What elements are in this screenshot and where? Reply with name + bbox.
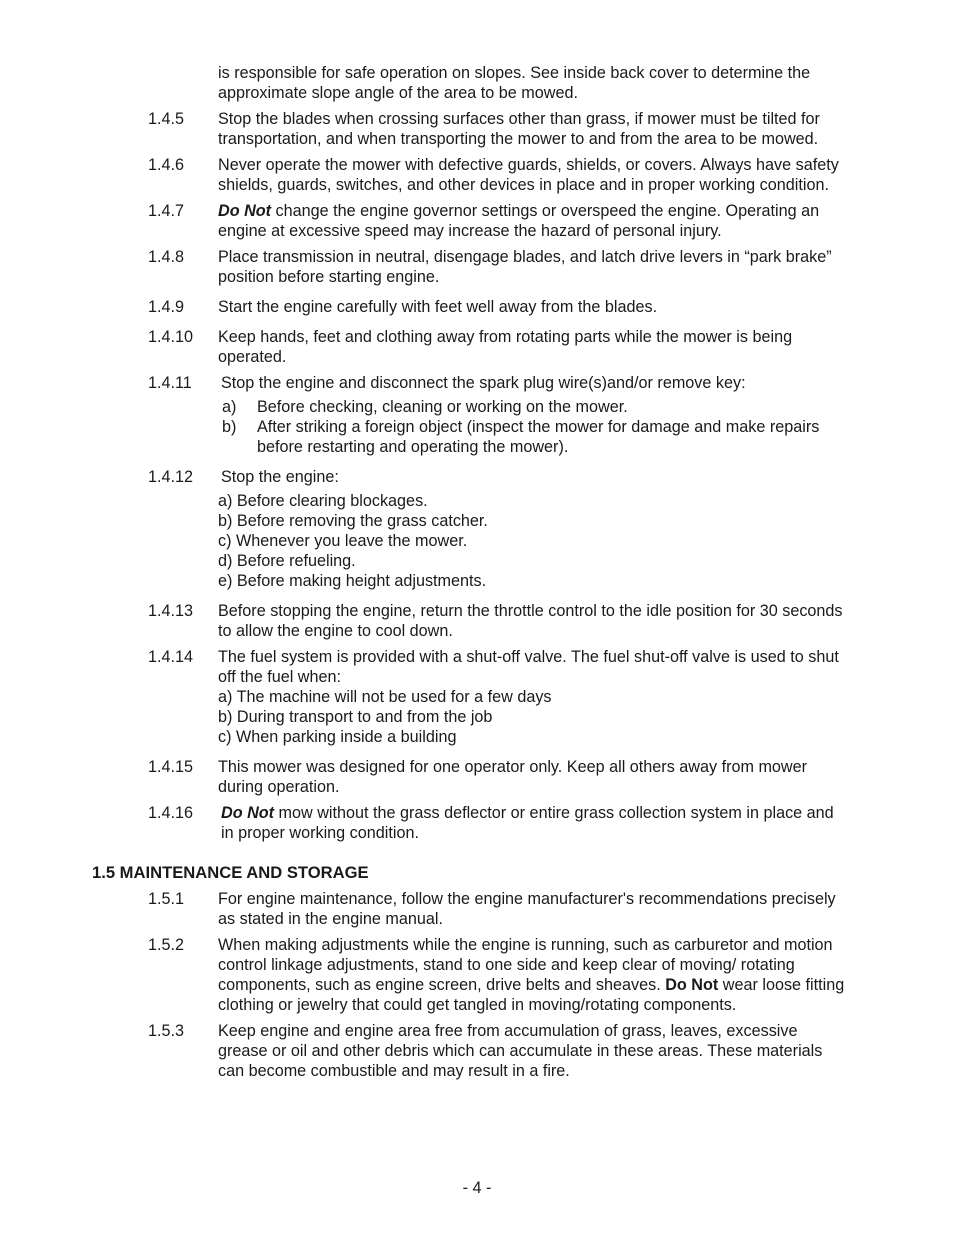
sub-list	[218, 687, 848, 747]
sub-item-text: a) Before clearing blockages.	[218, 492, 428, 510]
sub-list	[218, 491, 848, 591]
item-text	[221, 373, 846, 393]
sub-list-item	[218, 687, 848, 707]
list-item	[148, 1021, 848, 1081]
list-item	[148, 327, 848, 367]
item-text	[218, 601, 846, 641]
item-number: 1.4.12	[148, 468, 194, 486]
item-text	[218, 327, 846, 367]
sub-list	[218, 397, 848, 457]
list-item	[148, 757, 848, 797]
sub-item-text: e) Before making height adjustments.	[218, 572, 487, 590]
emphasis-text: Do Not	[665, 976, 719, 994]
text-segment: This mower was designed for one operator only. Keep all others away from mower during operation.	[218, 758, 808, 796]
list-item	[148, 247, 848, 287]
sub-item-text: d) Before refueling.	[218, 552, 356, 570]
item-number: 1.4.5	[148, 110, 185, 128]
sub-list-item	[218, 491, 848, 511]
intro-paragraph: is responsible for safe operation on slopes. See inside back cover to determine the approximate slope angle of the area to be mowed.	[218, 64, 811, 102]
item-text	[218, 1021, 846, 1081]
item-number: 1.5.3	[148, 1022, 185, 1040]
text-segment: mow without the grass deflector or entire grass collection system in place and in proper working condition.	[221, 804, 834, 842]
item-text	[218, 647, 846, 687]
text-segment: wear loose fitting clothing or jewelry that could get tangled in moving/rotating components.	[218, 976, 845, 1014]
text-segment: Never operate the mower with defective guards, shields, or covers. Always have safety shields, guards, switches, and other devices in place and in proper working condition.	[218, 156, 839, 194]
sub-item-text: a) The machine will not be used for a few days	[218, 688, 552, 706]
sub-list-item	[218, 511, 848, 531]
list-item	[148, 647, 848, 747]
sub-item-letter: b)	[222, 418, 237, 436]
item-number: 1.4.7	[148, 202, 185, 220]
list-item	[148, 467, 848, 591]
text-segment: For engine maintenance, follow the engine manufacturer's recommendations precisely as stated in the engine manual.	[218, 890, 836, 928]
list-item	[148, 201, 848, 241]
sub-item-text: After striking a foreign object (inspect the mower for damage and make repairs before restarting and operating the mower).	[257, 418, 820, 456]
text-segment: The fuel system is provided with a shut-off valve. The fuel shut-off valve is used to shut off the fuel when:	[218, 648, 839, 686]
item-text	[218, 201, 846, 241]
sub-item-text: c) Whenever you leave the mower.	[218, 532, 468, 550]
sub-list-item	[218, 571, 848, 591]
item-text	[218, 109, 846, 149]
sub-list-item	[218, 551, 848, 571]
item-text	[221, 803, 846, 843]
item-number: 1.4.10	[148, 328, 194, 346]
item-text	[218, 889, 846, 929]
text-segment: Stop the engine and disconnect the spark plug wire(s)and/or remove key:	[221, 374, 746, 392]
section-1-4-list	[0, 109, 954, 843]
item-number: 1.5.2	[148, 936, 185, 954]
item-text	[221, 467, 846, 487]
list-item	[148, 109, 848, 149]
item-text	[218, 757, 846, 797]
sub-item-text: b) During transport to and from the job	[218, 708, 493, 726]
text-segment: When making adjustments while the engine is running, such as carburetor and motion control linkage adjustments, stand to one side and keep clear of moving/ rotating components, such as engine screen, drive belts and sheaves.	[218, 936, 833, 994]
section-1-5-list	[0, 889, 954, 1081]
item-number: 1.4.11	[148, 374, 192, 392]
list-item	[148, 889, 848, 929]
list-item	[148, 155, 848, 195]
text-segment: Stop the blades when crossing surfaces other than grass, if mower must be tilted for transportation, and when transporting the mower to and from the area to be mowed.	[218, 110, 820, 148]
item-number: 1.4.6	[148, 156, 185, 174]
list-item	[148, 803, 848, 843]
emphasis-text: Do Not	[218, 202, 272, 220]
sub-list-item	[218, 707, 848, 727]
item-number: 1.4.8	[148, 248, 185, 266]
section-heading: 1.5 MAINTENANCE AND STORAGE	[92, 863, 369, 882]
item-text	[218, 935, 846, 1015]
text-segment: Keep engine and engine area free from accumulation of grass, leaves, excessive grease or oil and other debris which can accumulate in these areas. These materials can become combustible and may result in a fire.	[218, 1022, 823, 1080]
text-segment: Before stopping the engine, return the throttle control to the idle position for 30 seconds to allow the engine to cool down.	[218, 602, 843, 640]
text-segment: Place transmission in neutral, disengage blades, and latch drive levers in “park brake” position before starting engine.	[218, 248, 832, 286]
item-text	[218, 297, 846, 317]
emphasis-text: Do Not	[221, 804, 275, 822]
sub-list-item	[222, 397, 848, 417]
page-number: - 4 -	[462, 1179, 492, 1197]
item-number: 1.4.9	[148, 298, 185, 316]
sub-item-text: c) When parking inside a building	[218, 728, 457, 746]
list-item	[148, 601, 848, 641]
sub-item-text: Before checking, cleaning or working on the mower.	[257, 398, 628, 416]
list-item	[148, 935, 848, 1015]
list-item	[148, 373, 848, 457]
sub-list-item	[222, 417, 848, 457]
sub-list-item	[218, 531, 848, 551]
sub-item-letter: a)	[222, 398, 237, 416]
item-text	[218, 247, 846, 287]
document-page	[0, 63, 954, 1081]
item-number: 1.5.1	[148, 890, 185, 908]
item-text	[218, 155, 846, 195]
text-segment: change the engine governor settings or overspeed the engine. Operating an engine at excessive speed may increase the hazard of personal injury.	[218, 202, 820, 240]
item-number: 1.4.16	[148, 804, 194, 822]
item-number: 1.4.13	[148, 602, 194, 620]
sub-item-text: b) Before removing the grass catcher.	[218, 512, 488, 530]
list-item	[148, 297, 848, 317]
sub-list-item	[218, 727, 848, 747]
item-number: 1.4.15	[148, 758, 194, 776]
text-segment: Keep hands, feet and clothing away from rotating parts while the mower is being operated.	[218, 328, 793, 366]
item-number: 1.4.14	[148, 648, 194, 666]
text-segment: Stop the engine:	[221, 468, 339, 486]
text-segment: Start the engine carefully with feet well away from the blades.	[218, 298, 658, 316]
